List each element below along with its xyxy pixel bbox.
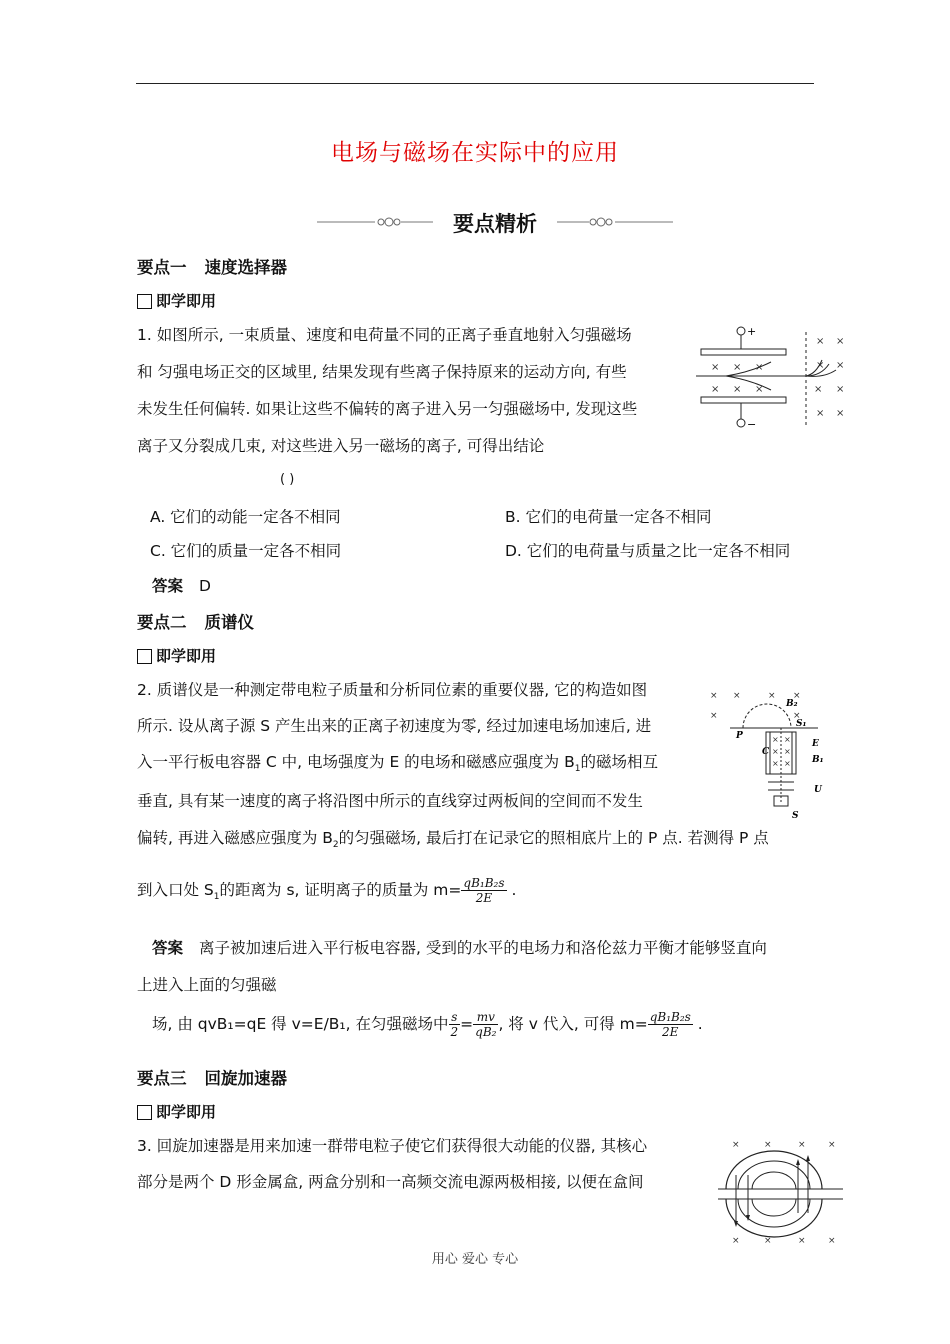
svg-text:×: × (816, 408, 825, 419)
svg-text:×: × (793, 691, 801, 701)
svg-text:×: × (733, 691, 741, 701)
svg-text:×: × (836, 360, 845, 371)
svg-text:×: × (755, 362, 764, 373)
practice-label-3: 即学即用 (137, 1101, 216, 1122)
svg-text:U: U (814, 785, 822, 795)
svg-text:×: × (772, 759, 779, 768)
q1-option-c: C. 它们的质量一定各不相同 (150, 542, 342, 560)
q2-line-1: 2. 质谱仪是一种测定带电粒子质量和分析同位素的重要仪器, 它的构造如图 (137, 681, 648, 699)
svg-text:−: − (747, 418, 757, 431)
svg-text:×: × (816, 360, 825, 371)
q1-line-4: 离子又分裂成几束, 对这些进入另一磁场的离子, 可得出结论 (137, 437, 545, 455)
svg-text:×: × (798, 1140, 806, 1150)
checkbox-icon (137, 294, 152, 309)
svg-text:×: × (711, 362, 720, 373)
q1-line-2: 和 匀强电场正交的区域里, 结果发现有些离子保持原来的运动方向, 有些 (137, 363, 627, 381)
q3-line-2: 部分是两个 D 形金属盒, 两盒分别和一高频交流电源两极相接, 以便在盒间 (137, 1173, 644, 1191)
svg-text:+: + (747, 325, 757, 338)
svg-text:×: × (784, 735, 791, 744)
svg-text:×: × (828, 1236, 836, 1246)
point-heading-3: 要点三 回旋加速器 (137, 1069, 287, 1088)
q1-option-d: D. 它们的电荷量与质量之比一定各不相同 (505, 542, 791, 560)
q1-option-a: A. 它们的动能一定各不相同 (150, 508, 341, 526)
svg-text:×: × (814, 384, 823, 395)
svg-text:B₁: B₁ (812, 755, 824, 765)
svg-text:P: P (736, 731, 743, 741)
svg-text:S: S (792, 811, 799, 820)
svg-text:×: × (764, 1236, 772, 1246)
q2-answer-line-2: 上进入上面的匀强磁 (137, 976, 277, 994)
svg-text:×: × (732, 1236, 740, 1246)
svg-text:×: × (836, 384, 845, 395)
point-heading-2: 要点二 质谱仪 (137, 613, 254, 632)
svg-text:C: C (762, 747, 770, 757)
mass-formula: $\frac{\text{qB₁B₂s}}{2E}$ (463, 876, 505, 905)
velocity-selector-figure (696, 322, 856, 432)
practice-label-1: 即学即用 (137, 290, 216, 311)
practice-label-2: 即学即用 (137, 645, 216, 666)
svg-text:×: × (798, 1236, 806, 1246)
page-title: 电场与磁场在实际中的应用 (331, 140, 619, 166)
section-title: 要点精析 (453, 212, 537, 236)
svg-text:×: × (772, 735, 779, 744)
q3-line-1: 3. 回旋加速器是用来加速一群带电粒子使它们获得很大动能的仪器, 其核心 (137, 1137, 648, 1155)
q2-answer-line-1: 答案 离子被加速后进入平行板电容器, 受到的水平的电场力和洛伦兹力平衡才能够竖直向 (152, 939, 767, 957)
top-rule (136, 83, 814, 84)
svg-text:E: E (812, 739, 819, 749)
checkbox-icon (137, 1105, 152, 1120)
svg-text:×: × (793, 711, 801, 721)
q2-answer-line-3: 场, 由 qvB₁=qE 得 v=E/B₁, 在匀强磁场中 $\frac{s}{2}$ = $\frac{mv}{\text{qB₂}}$ , 将 v 代入, 可得 m= $\frac{\text{qB₁B₂s}}{2E}$ . (152, 1010, 703, 1039)
svg-text:×: × (836, 336, 845, 347)
q2-line-6: 到入口处 $S_1$的距离为 s, 证明离子的质量为 m= $\frac{\text{qB₁B₂s}}{2E}$ . (137, 876, 517, 905)
svg-text:×: × (710, 691, 718, 701)
checkbox-icon (137, 649, 152, 664)
svg-text:×: × (732, 1140, 740, 1150)
cyclotron-figure (718, 1135, 843, 1247)
q1-line-3: 未发生任何偏转. 如果让这些不偏转的离子进入另一匀强磁场中, 发现这些 (137, 400, 638, 418)
section-header (317, 204, 673, 240)
q1-answer: 答案 D (152, 577, 211, 595)
svg-text:×: × (711, 384, 720, 395)
svg-text:×: × (784, 747, 791, 756)
svg-text:×: × (755, 384, 764, 395)
svg-text:×: × (768, 691, 776, 701)
svg-text:×: × (733, 384, 742, 395)
svg-text:S₁: S₁ (796, 719, 807, 729)
q2-line-2: 所示. 设从离子源 S 产生出来的正离子初速度为零, 经过加速电场加速后, 进 (137, 717, 652, 735)
q1-paren: ( ) (280, 472, 295, 487)
q1-line-1: 1. 如图所示, 一束质量、速度和电荷量不同的正离子垂直地射入匀强磁场 (137, 326, 632, 344)
mass-spectrometer-figure (708, 688, 828, 820)
svg-text:×: × (733, 362, 742, 373)
point-heading-1: 要点一 速度选择器 (137, 258, 287, 277)
svg-text:×: × (764, 1140, 772, 1150)
svg-text:×: × (772, 747, 779, 756)
svg-text:×: × (710, 711, 718, 721)
svg-text:×: × (828, 1140, 836, 1150)
q1-option-b: B. 它们的电荷量一定各不相同 (505, 508, 712, 526)
svg-text:×: × (816, 336, 825, 347)
q2-line-4: 垂直, 具有某一速度的离子将沿图中所示的直线穿过两板间的空间而不发生 (137, 792, 643, 810)
svg-text:×: × (836, 408, 845, 419)
page-footer: 用心 爱心 专心 (431, 1252, 519, 1267)
q2-line-5: 偏转, 再进入磁感应强度为 $B_2$的匀强磁场, 最后打在记录它的照相底片上的 P 点. 若测得 P 点 (137, 829, 769, 851)
q2-line-3: 入一平行板电容器 C 中, 电场强度为 E 的电场和磁感应强度为 $B_1$的磁场相互 (137, 753, 658, 775)
svg-text:B₂: B₂ (786, 699, 798, 709)
svg-text:×: × (784, 759, 791, 768)
